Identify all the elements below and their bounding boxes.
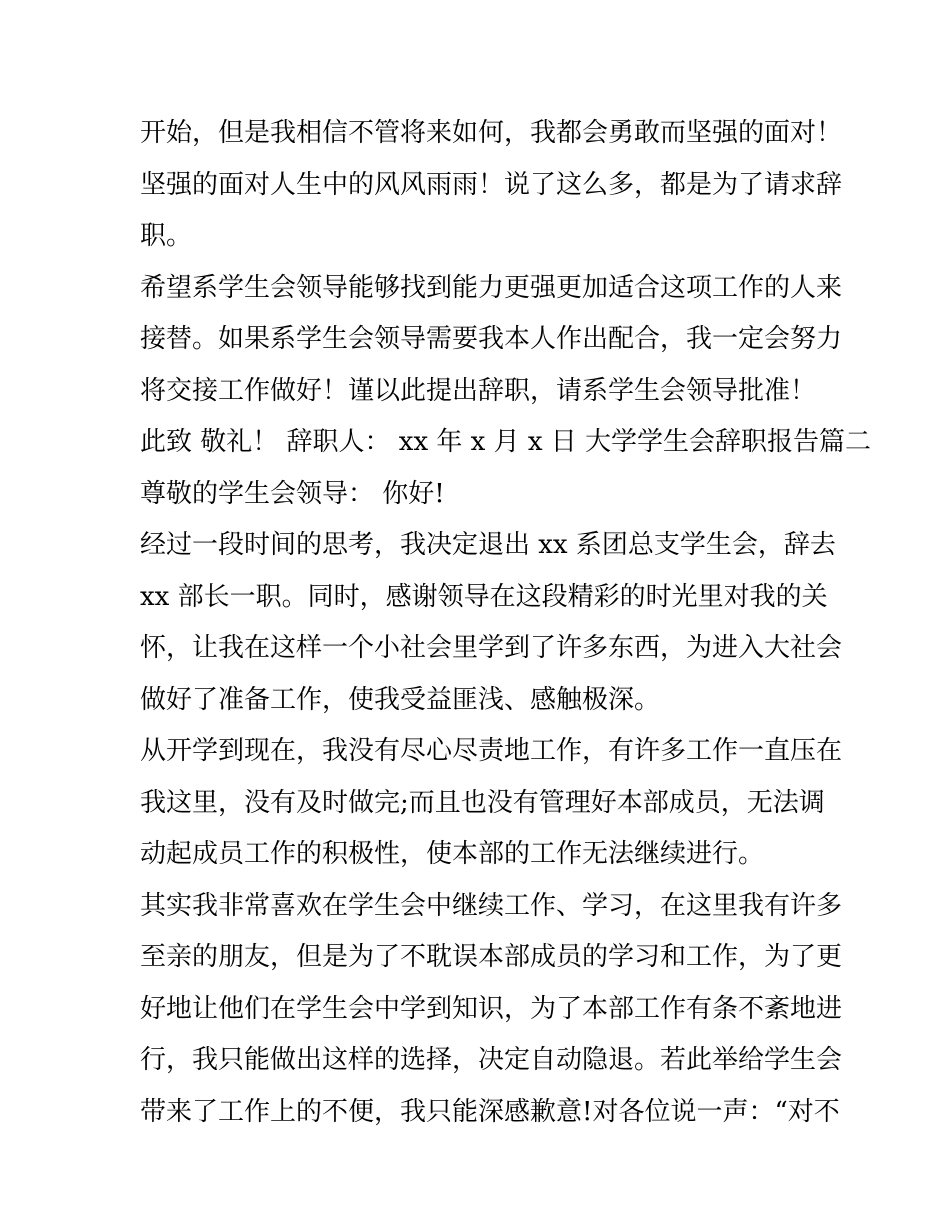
text-line: 职。 [140, 221, 193, 251]
text-line: 动起成员工作的积极性，使本部的工作无法继续进行。 [140, 839, 765, 869]
text-line: 至亲的朋友，但是为了不耽误本部成员的学习和工作，为了更 [140, 942, 843, 972]
text-line: 经过一段时间的思考，我决定退出 xx 系团总支学生会，辞去 [140, 530, 836, 560]
text-line: 尊敬的学生会领导： 你好! [140, 478, 445, 509]
text-line: 带来了工作上的不便，我只能深感歉意!对各位说一声：“对不 [140, 1096, 840, 1127]
text-line: 开始，但是我相信不管将来如何，我都会勇敢而坚强的面对！ [140, 118, 843, 148]
text-line: 好地让他们在学生会中学到知识，为了本部工作有条不紊地进 [140, 993, 843, 1024]
text-line: 从开学到现在，我没有尽心尽责地工作，有许多工作一直压在 [140, 736, 843, 766]
text-line: 做好了准备工作，使我受益匪浅、感触极深。 [140, 684, 661, 715]
text-line: 怀，让我在这样一个小社会里学到了许多东西，为进入大社会 [140, 633, 843, 663]
text-line: 坚强的面对人生中的风风雨雨！说了这么多，都是为了请求辞 [140, 169, 843, 200]
text-line: 将交接工作做好！谨以此提出辞职，请系学生会领导批准！ [140, 375, 817, 406]
document-body [140, 108, 872, 1138]
text-line: 希望系学生会领导能够找到能力更强更加适合这项工作的人来 [140, 272, 843, 303]
text-line: 我这里，没有及时做完;而且也没有管理好本部成员，无法调 [140, 787, 825, 818]
text-line: 此致 敬礼！ 辞职人： xx 年 x 月 x 日 大学学生会辞职报告篇二 [140, 427, 872, 457]
text-line: 其实我非常喜欢在学生会中继续工作、学习，在这里我有许多 [140, 890, 843, 921]
text-line: 接替。如果系学生会领导需要我本人作出配合，我一定会努力 [140, 324, 843, 354]
text-line: 行，我只能做出这样的选择，决定自动隐退。若此举给学生会 [140, 1045, 843, 1075]
text-line: xx 部长一职。同时，感谢领导在这段精彩的时光里对我的关 [140, 581, 828, 612]
